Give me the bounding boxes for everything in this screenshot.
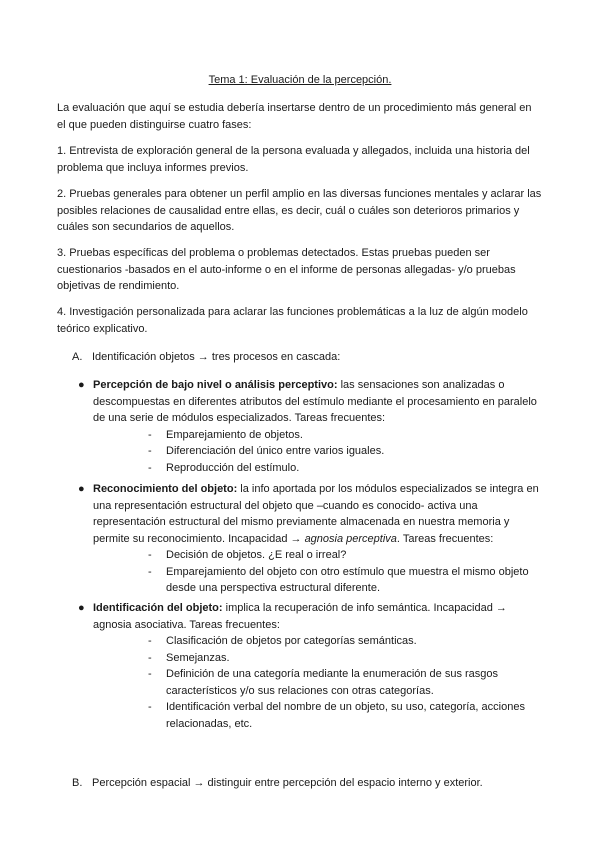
- list-item: [148, 666, 544, 699]
- task-list: [148, 633, 544, 732]
- bullet-italic-term: agnosia perceptiva: [304, 532, 397, 545]
- dash-icon: -: [148, 651, 152, 664]
- bullet-description: implica la recuperación de info semántica. Incapacidad → agnosia asociativa. Tareas frecuentes:: [93, 602, 507, 631]
- dash-icon: -: [148, 428, 152, 441]
- task-text: Diferenciación del único entre varios iguales.: [166, 445, 385, 457]
- section-b-text: Percepción espacial → distinguir entre percepción del espacio interno y exterior.: [92, 777, 483, 789]
- list-item: [148, 427, 544, 444]
- bullet-term: Percepción de bajo nivel o análisis perceptivo:: [93, 379, 338, 391]
- bullet-text: [93, 600, 544, 633]
- bullet-object-recognition: [78, 481, 544, 597]
- bullet-description: la info aportada por los módulos especializados se integra en una representación estructural del objeto que –cuando es conocido- activa una representación estructural del mismo previamente almacenada en nuestra memoria y permite su reconocimiento. Incapacidad →: [93, 483, 539, 545]
- section-a-text: Identificación objetos → tres procesos en cascada:: [92, 351, 341, 363]
- task-list: [148, 427, 544, 477]
- list-item: [148, 547, 544, 564]
- list-item: [148, 443, 544, 460]
- list-item: [148, 564, 544, 597]
- bullet-dot-icon: ●: [78, 602, 85, 614]
- dash-icon: -: [148, 445, 152, 457]
- dash-icon: -: [148, 549, 152, 561]
- bullet-text: [93, 481, 544, 547]
- list-item: [148, 699, 544, 732]
- task-text: Emparejamiento de objetos.: [166, 428, 303, 441]
- bullet-term: Reconocimiento del objeto:: [93, 483, 238, 495]
- list-item: [148, 460, 544, 477]
- bullet-dot-icon: ●: [78, 379, 85, 391]
- phase-1: 1. Entrevista de exploración general de la persona evaluada y allegados, incluida una historia del problema que incluya informes previos.: [57, 145, 530, 174]
- task-text: Reproducción del estímulo.: [166, 461, 300, 474]
- phase-2: 2. Pruebas generales para obtener un perfil amplio en las diversas funciones mentales y aclarar las posibles relaciones de causalidad entre ellas, es decir, cuál o cuáles son deterioros primarios y cuáles son secundarios de aquellos.: [57, 188, 542, 233]
- dash-icon: -: [148, 461, 152, 474]
- bullet-description: las sensaciones son analizadas o descompuestas en diferentes atributos del estímulo mediante el procesamiento en paralelo de una serie de módulos especializados. Tareas frecuentes:: [93, 379, 537, 424]
- dash-icon: -: [148, 701, 152, 713]
- bullet-text: [93, 377, 544, 427]
- task-text: Emparejamiento del objeto con otro estímulo que muestra el mismo objeto desde una perspectiva estructural diferente.: [166, 565, 529, 594]
- bullet-dot-icon: ●: [78, 483, 85, 495]
- list-item: [148, 633, 544, 650]
- task-text: Semejanzas.: [166, 651, 230, 664]
- dash-icon: -: [148, 565, 152, 578]
- bullet-object-identification: [78, 600, 544, 732]
- task-text: Clasificación de objetos por categorías semánticas.: [166, 635, 417, 647]
- dash-icon: -: [148, 635, 152, 647]
- intro-paragraph: La evaluación que aquí se estudia debería insertarse dentro de un procedimiento más general en el que pueden distinguirse cuatro fases:: [57, 102, 532, 131]
- task-text: Definición de una categoría mediante la enumeración de sus rasgos característicos y/o sus relaciones con otras categorías.: [166, 668, 499, 697]
- bullet-term: Identificación del objeto:: [93, 602, 223, 614]
- page-title: Tema 1: Evaluación de la percepción.: [208, 74, 392, 86]
- section-b-heading: [72, 775, 532, 792]
- phase-3: 3. Pruebas específicas del problema o problemas detectados. Estas pruebas pueden ser cuestionarios -basados en el auto-informe o en el informe de personas allegadas- y/o pruebas objetivas de rendimiento.: [57, 247, 516, 292]
- dash-icon: -: [148, 668, 152, 680]
- section-b-letter: B.: [72, 777, 83, 789]
- task-text: Identificación verbal del nombre de un objeto, su uso, categoría, acciones relacionadas, etc.: [166, 701, 525, 730]
- bullet-description-end: . Tareas frecuentes:: [396, 532, 494, 545]
- task-list: [148, 547, 544, 597]
- task-text: Decisión de objetos. ¿E real o irreal?: [166, 549, 347, 561]
- section-a-letter: A.: [72, 351, 83, 363]
- list-item: [148, 650, 544, 667]
- bullet-low-level-perception: [78, 377, 544, 476]
- section-a-heading: [72, 349, 532, 366]
- phase-4: 4. Investigación personalizada para aclarar las funciones problemáticas a la luz de algún modelo teórico explicativo.: [57, 306, 528, 335]
